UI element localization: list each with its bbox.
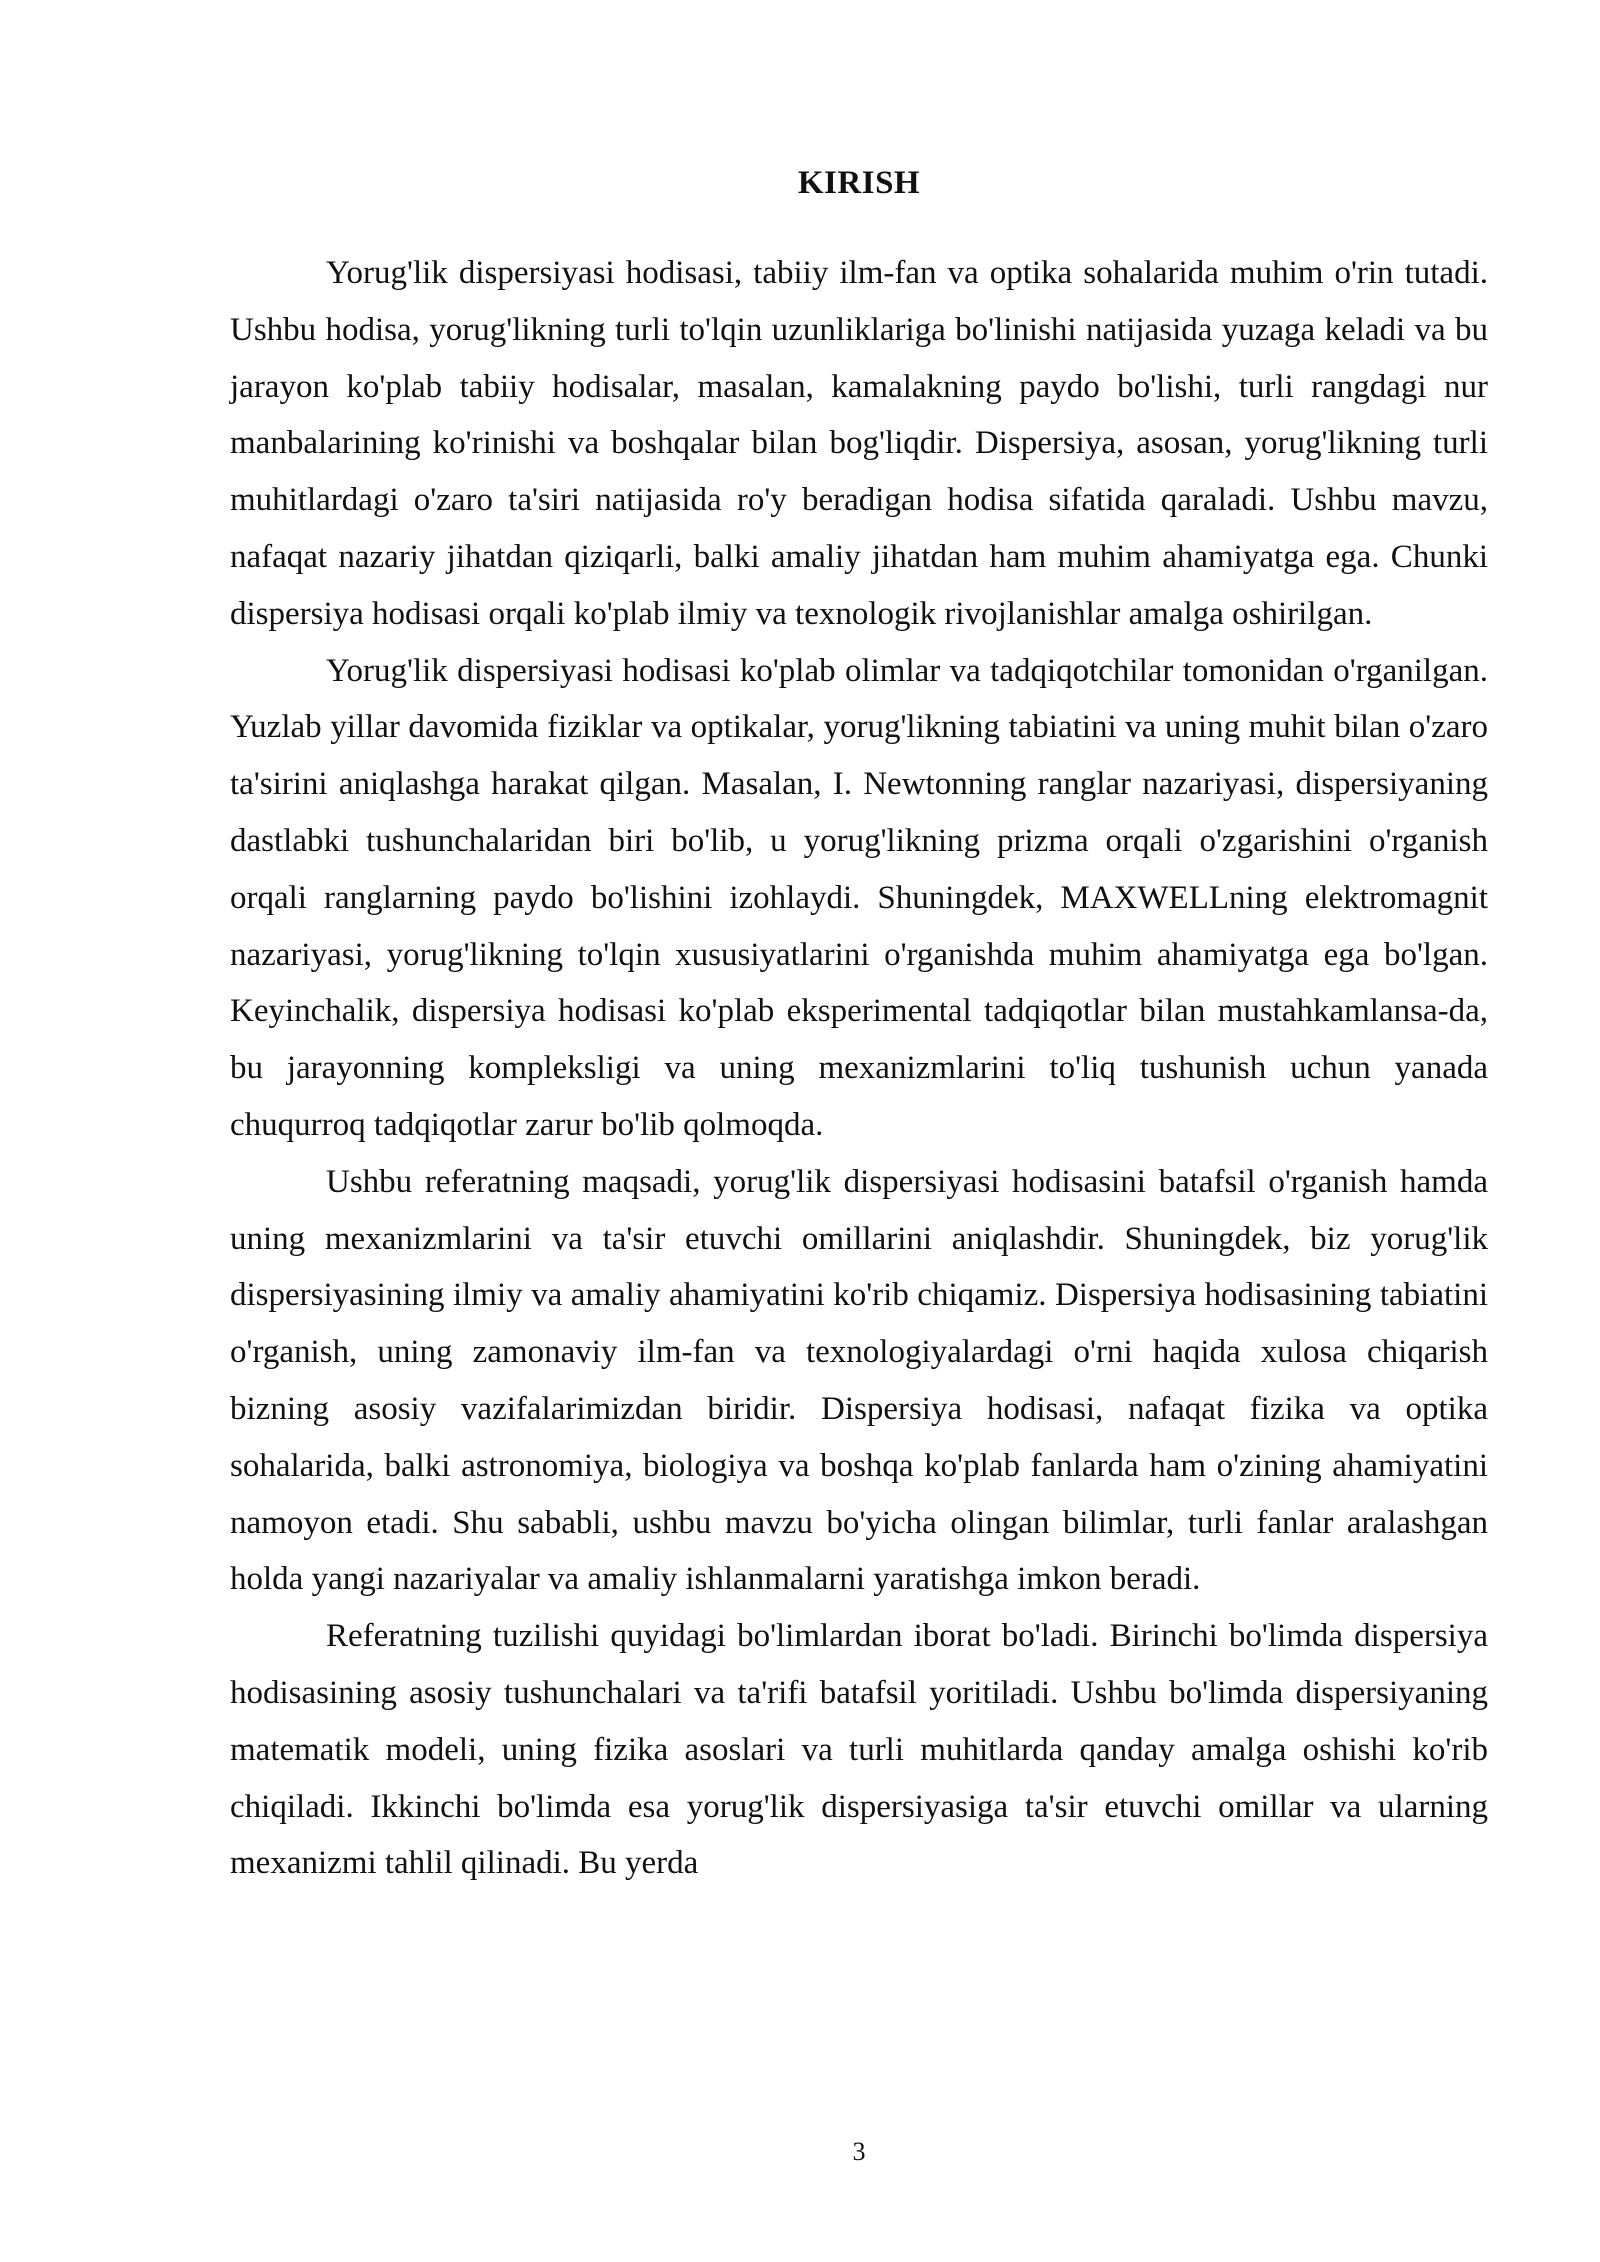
page-number: 3 [852, 2137, 866, 2166]
paragraph-1: Yorug'lik dispersiyasi hodisasi, tabiiy ilm-fan va optika sohalarida muhim o'rin tutadi. Ushbu hodisa, yorug'likning turli to'lqin uzunliklariga bo'linishi natijasida yuzaga keladi va bu jarayon ko'plab tabiiy hodisalar, masalan, kamalakning paydo bo'lishi, turli rangdagi nur manbalarining ko'rinishi va boshqalar bilan bog'liqdir. Dispersiya, asosan, yorug'likning turli muhitlardagi o'zaro ta'siri natijasida ro'y beradigan hodisa sifatida qaraladi. Ushbu mavzu, nafaqat nazariy jihatdan qiziqarli, balki amaliy jihatdan ham muhim ahamiyatga ega. Chunki dispersiya hodisasi orqali ko'plab ilmiy va texnologik rivojlanishlar amalga oshirilgan. [230, 255, 1488, 632]
paragraph-2: Yorug'lik dispersiyasi hodisasi ko'plab olimlar va tadqiqotchilar tomonidan o'rganilgan. Yuzlab yillar davomida fiziklar va optikalar, yorug'likning tabiatini va uning muhit bilan o'zaro ta'sirini aniqlashga harakat qilgan. Masalan, I. Newtonning ranglar nazariyasi, dispersiyaning dastlabki tushunchalaridan biri bo'lib, u yorug'likning prizma orqali o'zgarishini o'rganish orqali ranglarning paydo bo'lishini izohlaydi. Shuningdek, MAXWELLning elektromagnit nazariyasi, yorug'likning to'lqin xususiyatlarini o'rganishda muhim ahamiyatga ega bo'lgan. Keyinchalik, dispersiya hodisasi ko'plab eksperimental tadqiqotlar bilan mustahkamlansa-da, bu jarayonning kompleksligi va uning mexanizmlarini to'liq tushunish uchun yanada chuqurroq tadqiqotlar zarur bo'lib qolmoqda. [230, 652, 1488, 1143]
paragraph-4: Referatning tuzilishi quyidagi bo'limlardan iborat bo'ladi. Birinchi bo'limda dispersiya hodisasining asosiy tushunchalari va ta'rifi batafsil yoritiladi. Ushbu bo'limda dispersiyaning matematik modeli, uning fizika asoslari va turli muhitlarda qanday amalga oshishi ko'rib chiqiladi. Ikkinchi bo'limda esa yorug'lik dispersiyasiga ta'sir etuvchi omillar va ularning mexanizmi tahlil qilinadi. Bu yerda [230, 1618, 1488, 1882]
body-text [230, 245, 1488, 1892]
page-title: KIRISH [797, 165, 921, 201]
paragraph-3: Ushbu referatning maqsadi, yorug'lik dispersiyasi hodisasini batafsil o'rganish hamda uning mexanizmlarini va ta'sir etuvchi omillarini aniqlashdir. Shuningdek, biz yorug'lik dispersiyasining ilmiy va amaliy ahamiyatini ko'rib chiqamiz. Dispersiya hodisasining tabiatini o'rganish, uning zamonaviy ilm-fan va texnologiyalardagi o'rni haqida xulosa chiqarish bizning asosiy vazifalarimizdan biridir. Dispersiya hodisasi, nafaqat fizika va optika sohalarida, balki astronomiya, biologiya va boshqa ko'plab fanlarda ham o'zining ahamiyatini namoyon etadi. Shu sababli, ushbu mavzu bo'yicha olingan bilimlar, turli fanlar aralashgan holda yangi nazariyalar va amaliy ishlanmalarni yaratishga imkon beradi. [230, 1163, 1488, 1598]
